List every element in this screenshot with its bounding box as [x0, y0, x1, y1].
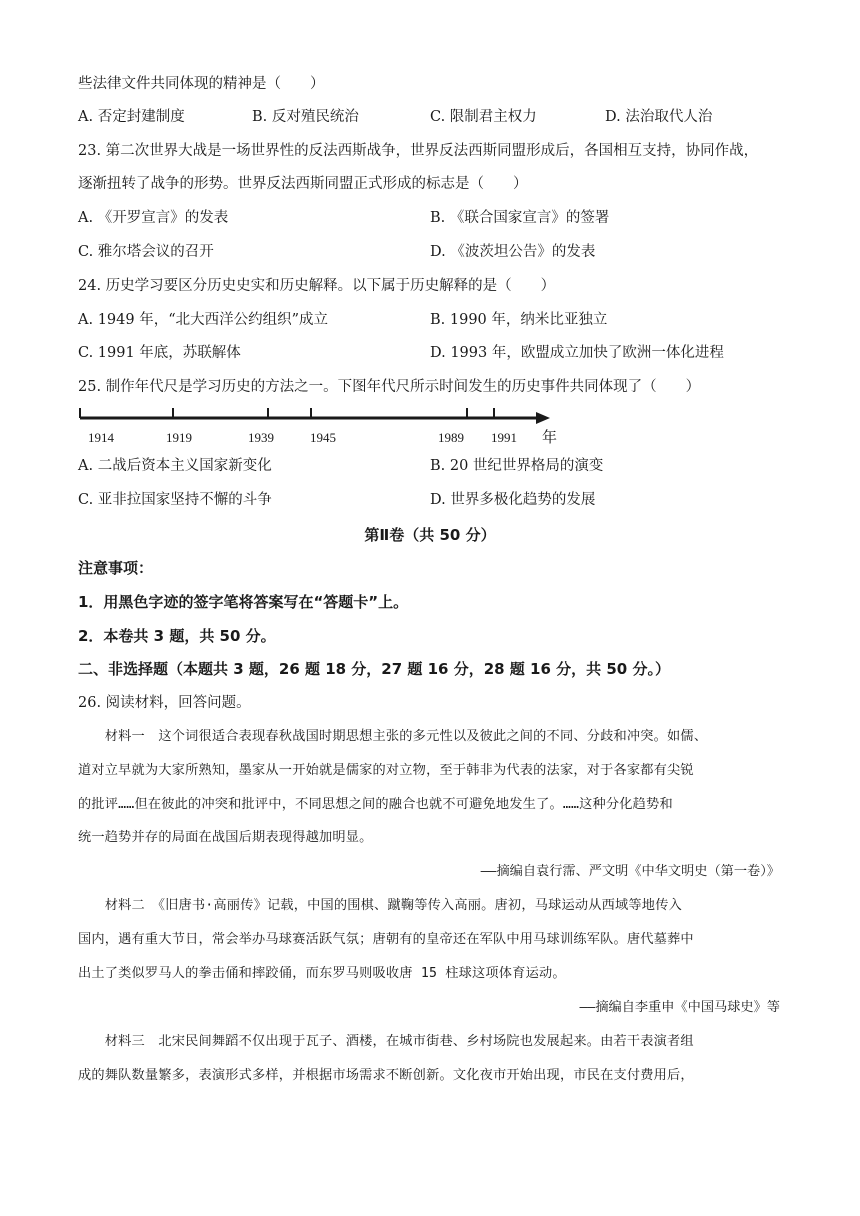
notice-item-2: 2．本卷共 3 题，共 50 分。 — [78, 627, 276, 645]
timeline-figure — [78, 404, 578, 450]
section-title: 第Ⅱ卷（共 50 分） — [364, 526, 496, 544]
timeline-year-1919: 1919 — [166, 430, 192, 445]
q24-stem: 24. 历史学习要区分历史史实和历史解释。以下属于历史解释的是（ ） — [78, 278, 556, 294]
q25-option-a: A. 二战后资本主义国家新变化 — [78, 458, 272, 474]
q25-option-d: D. 世界多极化趋势的发展 — [430, 492, 596, 508]
q26-stem: 26. 阅读材料，回答问题。 — [78, 695, 251, 711]
timeline-year-1914: 1914 — [88, 430, 114, 445]
q25-option-c: C. 亚非拉国家坚持不懈的斗争 — [78, 492, 272, 508]
q24-option-d: D. 1993 年，欧盟成立加快了欧洲一体化进程 — [430, 345, 724, 361]
q23-stem-line1: 23. 第二次世界大战是一场世界性的反法西斯战争，世界反法西斯同盟形成后，各国相互支持，协同作战， — [78, 143, 759, 159]
material1-line: 材料一 这个词很适合表现春秋战国时期思想主张的多元性以及彼此之间的不同、分歧和冲突。如儒、 — [78, 729, 708, 744]
timeline-year-1989: 1989 — [438, 430, 464, 445]
material1-line: 统一趋势并存的局面在战国后期表现得越加明显。 — [78, 830, 373, 845]
q25-stem: 25. 制作年代尺是学习历史的方法之一。下图年代尺所示时间发生的历史事件共同体现了（ ） — [78, 379, 701, 395]
q23-option-c: C. 雅尔塔会议的召开 — [78, 244, 214, 260]
q22-option-c: C. 限制君主权力 — [430, 109, 537, 125]
notice-title: 注意事项： — [78, 559, 154, 577]
q22-option-a: A. 否定封建制度 — [78, 109, 185, 125]
material2-line: 国内，遇有重大节日，常会举办马球赛活跃气氛；唐朝有的皇帝还在军队中用马球训练军队。唐代墓葬中 — [78, 932, 694, 947]
q24-option-a: A. 1949 年，“北大西洋公约组织”成立 — [78, 312, 329, 328]
timeline-year-1991: 1991 — [491, 430, 517, 445]
timeline-arrow — [536, 412, 550, 424]
material2-source: ——摘编自李重申《中国马球史》等 — [579, 1000, 780, 1015]
q25-option-b: B. 20 世纪世界格局的演变 — [430, 458, 604, 474]
material1-line: 道对立早就为大家所熟知，墨家从一开始就是儒家的对立物，至于韩非为代表的法家，对于各家都有尖锐 — [78, 763, 694, 778]
q23-option-a: A. 《开罗宣言》的发表 — [78, 210, 229, 226]
material3-line: 成的舞队数量繁多，表演形式多样，并根据市场需求不断创新。文化夜市开始出现，市民在支付费用后， — [78, 1068, 694, 1083]
q23-stem-line2: 逐渐扭转了战争的形势。世界反法西斯同盟正式形成的标志是（ ） — [78, 176, 528, 192]
material1-source: ——摘编自袁行霈、严文明《中华文明史（第一卷）》 — [480, 864, 780, 879]
q22-option-d: D. 法治取代人治 — [605, 109, 713, 125]
q22-stem-tail: 些法律文件共同体现的精神是（ ） — [78, 76, 325, 92]
q23-option-b: B. 《联合国家宣言》的签署 — [430, 210, 610, 226]
material2-line: 材料二 《旧唐书·高丽传》记载，中国的围棋、蹴鞠等传入高丽。唐初，马球运动从西域等地传入 — [78, 898, 682, 913]
material2-line: 出土了类似罗马人的拳击俑和摔跤俑，而东罗马则吸收唐 15 柱球这项体育运动。 — [78, 966, 566, 981]
material3-line: 材料三 北宋民间舞蹈不仅出现于瓦子、酒楼，在城市街巷、乡村场院也发展起来。由若干表演者组 — [78, 1034, 694, 1049]
q24-option-c: C. 1991 年底，苏联解体 — [78, 345, 241, 361]
q22-option-b: B. 反对殖民统治 — [252, 109, 359, 125]
timeline-year-1945: 1945 — [310, 430, 336, 445]
part-title: 二、非选择题（本题共 3 题，26 题 18 分，27 题 16 分，28 题 16 分，共 50 分。） — [78, 660, 670, 678]
timeline-year-1939: 1939 — [248, 430, 274, 445]
q24-option-b: B. 1990 年，纳米比亚独立 — [430, 312, 608, 328]
notice-item-1: 1．用黑色字迹的签字笔将答案写在“答题卡”上。 — [78, 593, 409, 611]
q23-option-d: D. 《波茨坦公告》的发表 — [430, 244, 596, 260]
timeline-unit: 年 — [542, 430, 558, 446]
material1-line: 的批评……但在彼此的冲突和批评中，不同思想之间的融合也就不可避免地发生了。……这种分化趋势和 — [78, 797, 673, 812]
